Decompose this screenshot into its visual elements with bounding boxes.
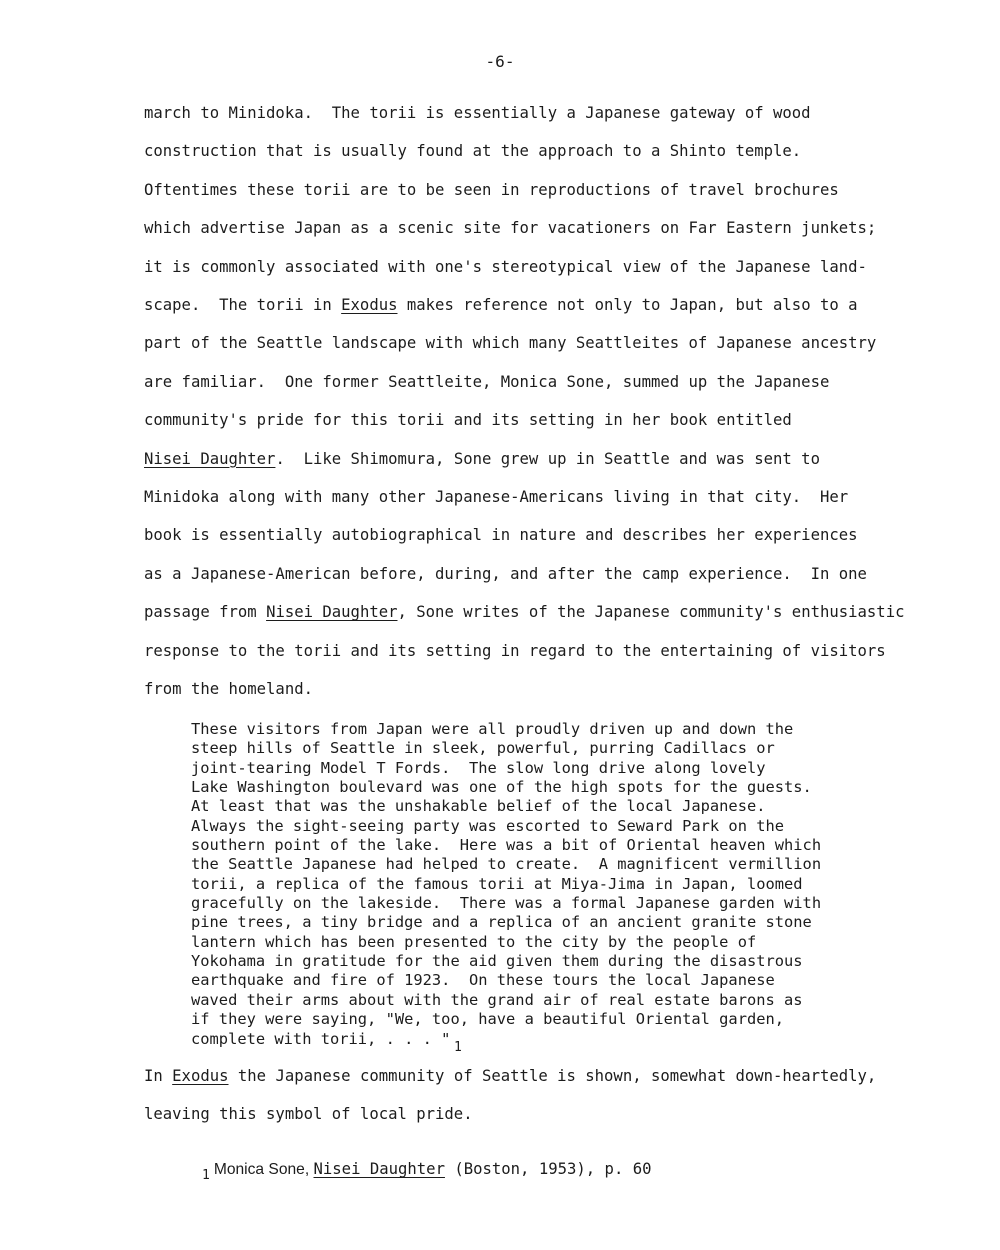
text: . Like Shimomura, Sone grew up in Seattle and was sent to (275, 449, 820, 468)
quote-line: earthquake and fire of 1923. On these tours the local Japanese (191, 971, 775, 990)
body-paragraph-2-line-1 (144, 1066, 876, 1086)
quote-line: lantern which has been presented to the city by the people of (191, 932, 757, 951)
body-line: response to the torii and its setting in regard to the entertaining of visitors (144, 641, 886, 660)
footnote-reference: 1 (454, 1040, 462, 1055)
quote-line: waved their arms about with the grand air of real estate barons as (191, 990, 803, 1009)
page-number: -6- (485, 52, 515, 71)
text: scape. The torii in (144, 296, 342, 314)
quote-line: These visitors from Japan were all proudly driven up and down the (191, 720, 794, 738)
book-title: Exodus (341, 296, 398, 314)
body-line: Oftentimes these torii are to be seen in reproductions of travel brochures (144, 180, 839, 199)
quote-line: if they were saying, "We, too, have a beautiful Oriental garden, (191, 1010, 785, 1029)
text: the Japanese community of Seattle is shown, somewhat down-heartedly, (228, 1067, 877, 1085)
body-line: march to Minidoka. The torii is essentially a Japanese gateway of wood (144, 104, 811, 122)
body-paragraph-2-line-2: leaving this symbol of local pride. (144, 1105, 473, 1123)
quote-line: At least that was the unshakable belief of the local Japanese. (191, 797, 766, 816)
block-quote (191, 720, 821, 1049)
footnote-rest: (Boston, 1953), p. 60 (444, 1160, 652, 1178)
text: passage from (144, 603, 267, 622)
quote-line: torii, a replica of the famous torii at Miya-Jima in Japan, loomed (191, 874, 803, 893)
footnote (202, 1160, 652, 1183)
quote-line: complete with torii, . . . " (191, 1029, 451, 1048)
book-title-exodus: Exodus (172, 1067, 229, 1085)
body-line: part of the Seattle landscape with which many Seattleites of Japanese ancestry (144, 334, 877, 353)
quote-line: Lake Washington boulevard was one of the high spots for the guests. (191, 778, 812, 797)
body-line (144, 602, 904, 622)
quote-line: gracefully on the lakeside. There was a formal Japanese garden with (191, 894, 822, 913)
quote-line: Always the sight-seeing party was escorted to Seward Park on the (191, 816, 785, 835)
footnote-marker: 1 (202, 1168, 210, 1183)
body-line (144, 449, 820, 469)
quote-line: joint-tearing Model T Fords. The slow long drive along lovely (191, 758, 766, 777)
body-line (144, 295, 858, 315)
body-line: are familiar. One former Seattleite, Monica Sone, summed up the Japanese (144, 372, 830, 391)
body-line: it is commonly associated with one's stereotypical view of the Japanese land- (144, 257, 867, 276)
quote-line: pine trees, a tiny bridge and a replica of an ancient granite stone (191, 913, 812, 932)
book-title: Nisei Daughter (144, 449, 276, 468)
book-title: Nisei Daughter (266, 603, 398, 622)
text: , Sone writes of the Japanese community's enthusiastic (397, 603, 905, 622)
body-line: as a Japanese-American before, during, and after the camp experience. In one (144, 564, 867, 583)
footnote-title: Nisei Daughter (313, 1160, 445, 1178)
body-line: which advertise Japan as a scenic site for vacationers on Far Eastern junkets; (144, 219, 877, 238)
quote-line: Yokohama in gratitude for the aid given them during the disastrous (191, 952, 803, 971)
footnote-author: Monica Sone, (213, 1161, 314, 1178)
quote-line: steep hills of Seattle in sleek, powerful, purring Cadillacs or (191, 739, 775, 758)
quote-line: the Seattle Japanese had helped to create. A magnificent vermillion (191, 855, 822, 874)
text: In (144, 1067, 173, 1085)
quote-line: southern point of the lake. Here was a bit of Oriental heaven which (191, 836, 822, 855)
body-line: community's pride for this torii and its setting in her book entitled (144, 411, 792, 430)
body-line: from the homeland. (144, 680, 313, 698)
body-line: Minidoka along with many other Japanese-Americans living in that city. Her (144, 488, 849, 506)
body-line: construction that is usually found at the approach to a Shinto temple. (144, 142, 802, 161)
body-line: book is essentially autobiographical in nature and describes her experiences (144, 526, 858, 545)
text: makes reference not only to Japan, but also to a (397, 296, 858, 314)
